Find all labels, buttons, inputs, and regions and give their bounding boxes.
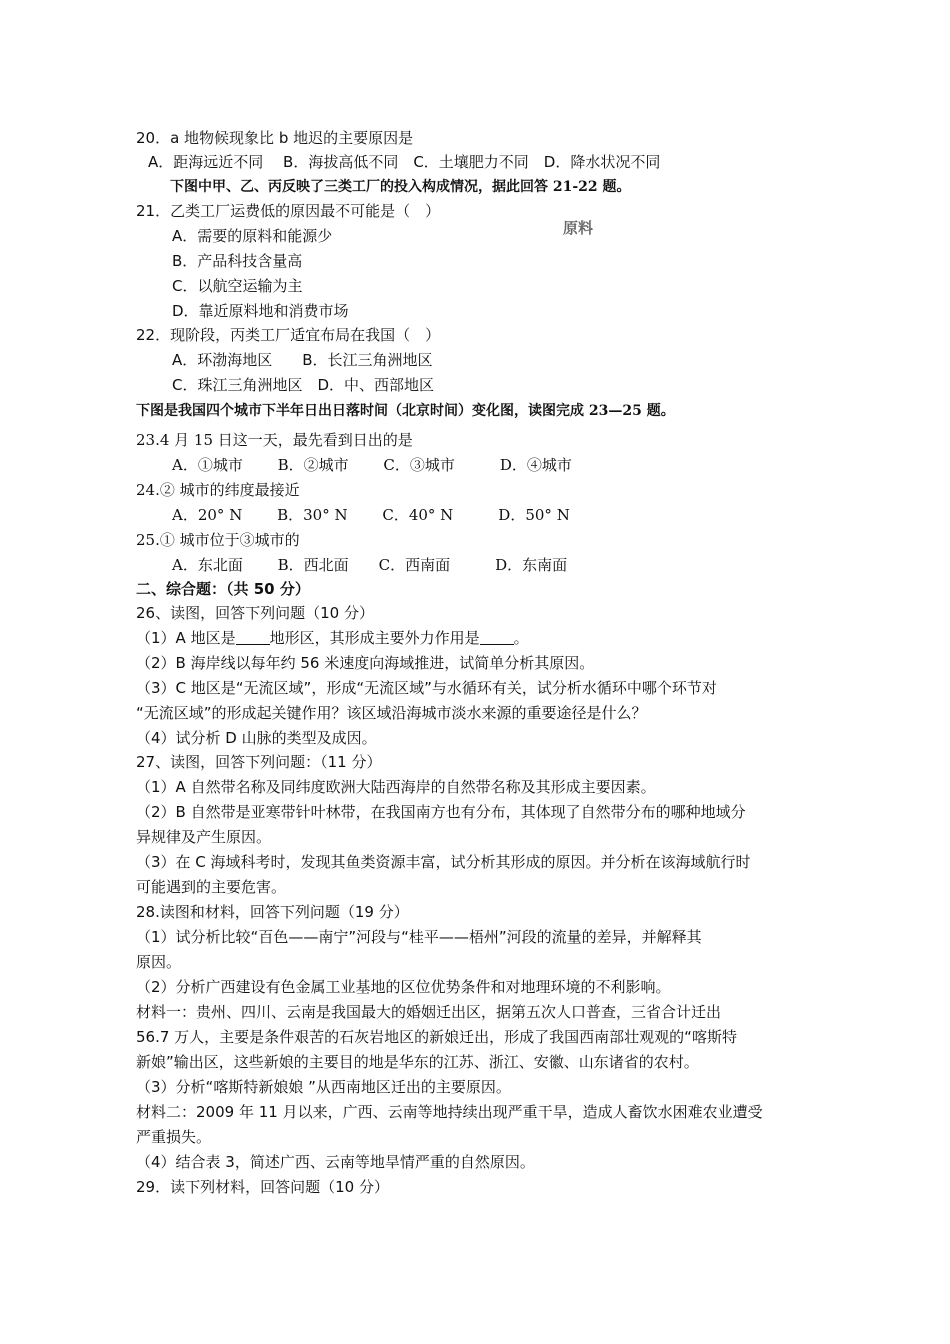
q28-material-1c: 新娘”输出区，这些新娘的主要目的地是华东的江苏、浙江、安徽、山东诸省的农村。 bbox=[136, 1053, 699, 1071]
q26-blank-1 bbox=[236, 630, 270, 645]
q26-stem: 26、读图，回答下列问题（10 分） bbox=[136, 604, 374, 622]
q26-part-3a: （3）C 地区是“无流区域”，形成“无流区域”与水循环有关，试分析水循环中哪个环节对 bbox=[136, 679, 717, 697]
q27-stem: 27、读图，回答下列问题：（11 分） bbox=[136, 753, 382, 771]
q27-part-3b: 可能遇到的主要危害。 bbox=[136, 878, 287, 896]
q24-stem: 24.② 城市的纬度最接近 bbox=[136, 481, 300, 499]
q22-options-row1: A．环渤海地区 B．长江三角洲地区 bbox=[172, 351, 433, 369]
q28-material-2a: 材料二：2009 年 11 月以来，广西、云南等地持续出现严重干旱，造成人畜饮水困难农业遭受 bbox=[136, 1103, 763, 1121]
q27-part-1: （1）A 自然带名称及同纬度欧洲大陆西海岸的自然带名称及其形成主要因素。 bbox=[136, 778, 656, 796]
q28-part-1b: 原因。 bbox=[136, 953, 182, 971]
q26-part-1-b: 地形区，其形成主要外力作用是 bbox=[269, 629, 480, 647]
q25-options: A．东北面 B．西北面 C．西南面 D．东南面 bbox=[172, 556, 568, 574]
q22-options-row2: C．珠江三角洲地区 D．中、西部地区 bbox=[172, 376, 435, 394]
q28-part-4: （4）结合表 3，简述广西、云南等地旱情严重的自然原因。 bbox=[136, 1153, 535, 1171]
diagram-label-raw-material: 原料 bbox=[563, 219, 594, 237]
q21-option-c: C．以航空运输为主 bbox=[172, 277, 303, 295]
q27-part-3a: （3）在 C 海域科考时，发现其鱼类资源丰富，试分析其形成的原因。并分析在该海域航行时 bbox=[136, 853, 751, 871]
q23-stem: 23.4 月 15 日这一天，最先看到日出的是 bbox=[136, 431, 413, 449]
q20-stem: 20．a 地物候现象比 b 地迟的主要原因是 bbox=[136, 129, 414, 147]
q21-option-a: A．需要的原料和能源少 bbox=[172, 227, 333, 245]
q25-stem: 25.① 城市位于③城市的 bbox=[136, 531, 300, 549]
q26-part-2: （2）B 海岸线以每年约 56 米速度向海域推进，试简单分析其原因。 bbox=[136, 654, 595, 672]
q24-options: A．20° N B．30° N C．40° N D．50° N bbox=[172, 506, 570, 524]
intro-23-25: 下图是我国四个城市下半年日出日落时间（北京时间）变化图，读图完成 23—25 题。 bbox=[136, 403, 675, 419]
q26-part-1 bbox=[136, 628, 529, 648]
q20-options: A．距海远近不同 B．海拔高低不同 C．土壤肥力不同 D．降水状况不同 bbox=[148, 153, 661, 171]
intro-21-22: 下图中甲、乙、丙反映了三类工厂的投入构成情况，据此回答 21-22 题。 bbox=[170, 179, 631, 195]
q26-part-1-a: （1）A 地区是 bbox=[136, 629, 236, 647]
q28-part-1a: （1）试分析比较“百色——南宁”河段与“桂平——梧州”河段的流量的差异，并解释其 bbox=[136, 928, 702, 946]
q23-options: A．①城市 B．②城市 C．③城市 D．④城市 bbox=[172, 456, 572, 474]
section-2-heading: 二、综合题：（共 50 分） bbox=[136, 580, 310, 598]
q26-part-3b: “无流区域”的形成起关键作用？该区域沿海城市淡水来源的重要途径是什么？ bbox=[136, 704, 647, 722]
q21-stem: 21．乙类工厂运费低的原因最不可能是（ ） bbox=[136, 202, 441, 220]
q28-stem: 28.读图和材料，回答下列问题（19 分） bbox=[136, 903, 409, 921]
q27-part-2a: （2）B 自然带是亚寒带针叶林带，在我国南方也有分布，其体现了自然带分布的哪种地域分 bbox=[136, 803, 746, 821]
q29-stem: 29．读下列材料，回答问题（10 分） bbox=[136, 1178, 389, 1196]
q28-material-1a: 材料一：贵州、四川、云南是我国最大的婚姻迁出区，据第五次人口普查，三省合计迁出 bbox=[136, 1003, 722, 1021]
q28-material-1b: 56.7 万人，主要是条件艰苦的石灰岩地区的新娘迁出，形成了我国西南部壮观观的“喀斯特 bbox=[136, 1028, 737, 1046]
q21-option-b: B．产品科技含量高 bbox=[172, 252, 303, 270]
q28-part-3: （3）分析“喀斯特新娘娘 ”从西南地区迁出的主要原因。 bbox=[136, 1078, 511, 1096]
q26-part-1-c: 。 bbox=[513, 629, 529, 647]
q26-part-4: （4）试分析 D 山脉的类型及成因。 bbox=[136, 729, 377, 747]
q28-part-2: （2）分析广西建设有色金属工业基地的区位优势条件和对地理环境的不利影响。 bbox=[136, 978, 671, 996]
q22-stem: 22．现阶段，丙类工厂适宜布局在我国（ ） bbox=[136, 326, 441, 344]
q28-material-2b: 严重损失。 bbox=[136, 1128, 212, 1146]
q26-blank-2 bbox=[480, 630, 514, 645]
q21-option-d: D．靠近原料地和消费市场 bbox=[172, 302, 349, 320]
q27-part-2b: 异规律及产生原因。 bbox=[136, 828, 272, 846]
